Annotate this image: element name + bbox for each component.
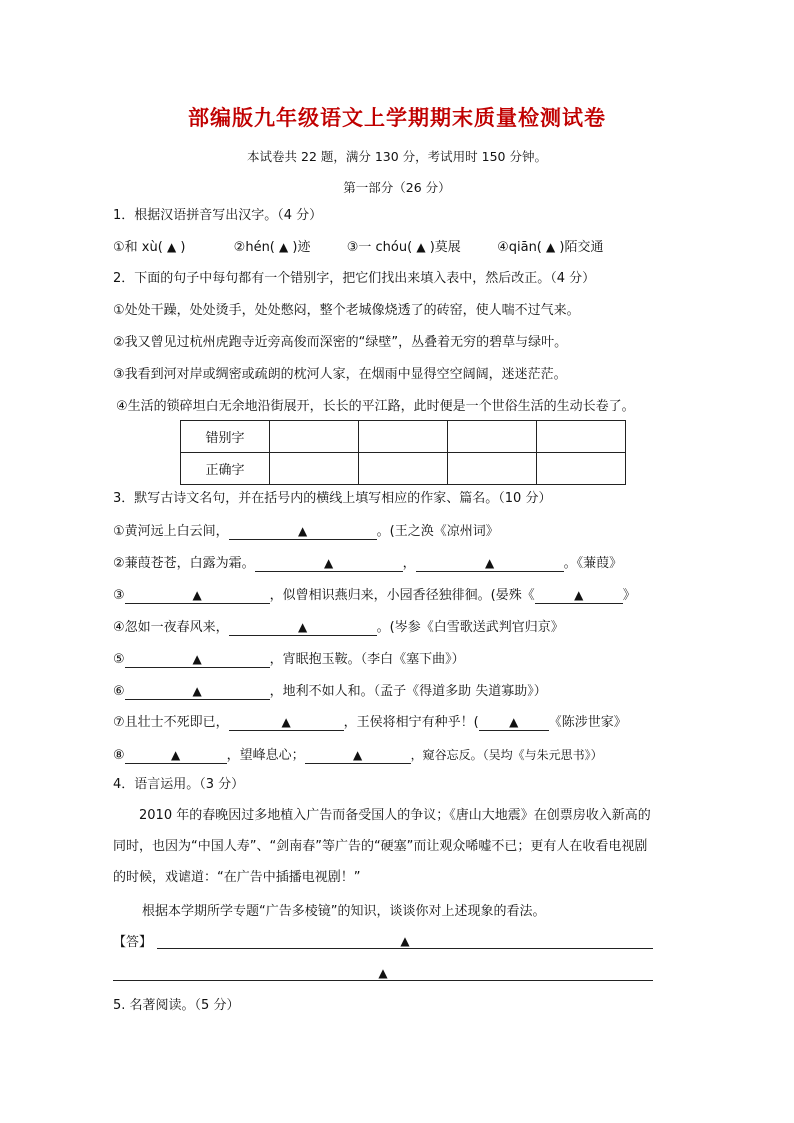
answer-mark[interactable]: ▲ bbox=[546, 240, 556, 254]
q1-items: ①和 xù( ▲ ) ②hén( ▲ )迹 ③一 chóu( ▲ )莫展 ④qiān( ▲ )陌交通 bbox=[113, 240, 604, 255]
answer-mark[interactable]: ▲ bbox=[279, 240, 289, 254]
exam-title: 部编版九年级语文上学期期末质量检测试卷 bbox=[188, 106, 606, 130]
answer-blank[interactable]: ▲ bbox=[305, 748, 411, 764]
q3-line-4: ④忽如一夜春风来， ▲ 。(岑参《白雪歌送武判官归京》 bbox=[113, 620, 564, 635]
q3-stem: 3．默写古诗文名句，并在括号内的横线上填写相应的作家、篇名。（10 分） bbox=[113, 491, 552, 506]
q2-sentence-2: ②我又曾见过杭州虎跑寺近旁高俊而深密的“绿壁”，丛叠着无穷的碧草与绿叶。 bbox=[113, 335, 568, 350]
q2-stem: 2．下面的句子中每句都有一个错别字，把它们找出来填入表中，然后改正。（4 分） bbox=[113, 271, 596, 286]
q2-sentence-4: ④生活的锁碎坦白无余地沿街展开，长长的平江路，此时便是一个世俗生活的生动长卷了。 bbox=[116, 399, 635, 414]
q3-line-6: ⑥ ▲ ，地利不如人和。（孟子《得道多助 失道寡助》） bbox=[113, 684, 547, 699]
q3-line-5: ⑤ ▲ ，宵眠抱玉鞍。（李白《塞下曲》） bbox=[113, 652, 465, 667]
answer-line[interactable]: ▲ bbox=[157, 934, 653, 949]
q3-line-3: ③ ▲ ，似曾相识燕归来，小园香径独徘徊。(晏殊《 ▲ 》 bbox=[113, 588, 636, 603]
answer-blank[interactable]: ▲ bbox=[535, 588, 623, 604]
answer-blank[interactable]: ▲ bbox=[229, 715, 344, 731]
error-correction-table bbox=[180, 420, 626, 485]
q1-stem: 1．根据汉语拼音写出汉字。（4 分） bbox=[113, 208, 323, 223]
answer-blank[interactable]: ▲ bbox=[229, 524, 377, 540]
answer-blank[interactable]: ▲ bbox=[125, 588, 270, 604]
answer-blank[interactable]: ▲ bbox=[229, 620, 377, 636]
table-cell[interactable] bbox=[448, 421, 537, 453]
answer-blank[interactable]: ▲ bbox=[125, 684, 270, 700]
q1-item-2: ②hén( bbox=[233, 240, 275, 255]
q4-stem: 4．语言运用。（3 分） bbox=[113, 777, 245, 792]
table-cell[interactable] bbox=[359, 421, 448, 453]
answer-mark[interactable]: ▲ bbox=[416, 240, 426, 254]
q2-sentence-1: ①处处干躁，处处烫手，处处憋闷，整个老城像烧透了的砖窑，使人喘不过气来。 bbox=[113, 303, 580, 318]
table-cell[interactable] bbox=[270, 453, 359, 485]
q4-passage: 2010 年的春晚因过多地植入广告而备受国人的争议；《唐山大地震》在创票房收入新高的同时，也因为“中国人寿”、“剑南春”等广告的“硬塞”而让观众唏嘘不已；更有人在收看电视剧的时候，戏谑道：“在广告中插播电视剧！” bbox=[113, 808, 651, 885]
answer-blank[interactable]: ▲ bbox=[125, 652, 270, 668]
q1-item-4: ④qiān( bbox=[497, 240, 542, 255]
answer-line[interactable]: ▲ bbox=[113, 966, 653, 981]
table-cell[interactable] bbox=[448, 453, 537, 485]
table-label-correct: 正确字 bbox=[181, 453, 270, 485]
answer-mark[interactable]: ▲ bbox=[166, 240, 177, 254]
table-label-wrong: 错别字 bbox=[181, 421, 270, 453]
answer-label: 【答】 bbox=[113, 935, 153, 950]
q3-line-7: ⑦且壮士不死即已， ▲ ，王侯将相宁有种乎！( ▲ 《陈涉世家》 bbox=[113, 715, 627, 730]
q3-line-2: ②蒹葭苍苍，白露为霜。 ▲ ， ▲ 。《蒹葭》 bbox=[113, 556, 623, 571]
q5-stem: 5. 名著阅读。（5 分） bbox=[113, 998, 240, 1013]
exam-intro: 本试卷共 22 题，满分 130 分，考试用时 150 分钟。 bbox=[247, 149, 547, 164]
table-cell[interactable] bbox=[359, 453, 448, 485]
answer-blank[interactable]: ▲ bbox=[479, 715, 549, 731]
q3-line-1: ①黄河远上白云间， ▲ 。(王之涣《凉州词》 bbox=[113, 524, 499, 539]
answer-blank[interactable]: ▲ bbox=[416, 556, 564, 572]
answer-blank[interactable]: ▲ bbox=[255, 556, 403, 572]
answer-blank[interactable]: ▲ bbox=[125, 748, 227, 764]
q4-prompt: 根据本学期所学专题“广告多棱镜”的知识，谈谈你对上述现象的看法。 bbox=[142, 904, 546, 919]
table-cell[interactable] bbox=[537, 453, 626, 485]
table-cell[interactable] bbox=[537, 421, 626, 453]
q3-line-8: ⑧ ▲ ，望峰息心； ▲ ，窥谷忘反。（吴均《与朱元思书》） bbox=[113, 748, 603, 763]
q1-item-1: ①和 xù( bbox=[113, 240, 163, 255]
table-cell[interactable] bbox=[270, 421, 359, 453]
q1-item-3: ③一 chóu( bbox=[346, 240, 413, 255]
part-heading: 第一部分（26 分） bbox=[343, 180, 451, 195]
q2-sentence-3: ③我看到河对岸或绸密或疏朗的枕河人家，在烟雨中显得空空阔阔，迷迷茫茫。 bbox=[113, 367, 567, 382]
